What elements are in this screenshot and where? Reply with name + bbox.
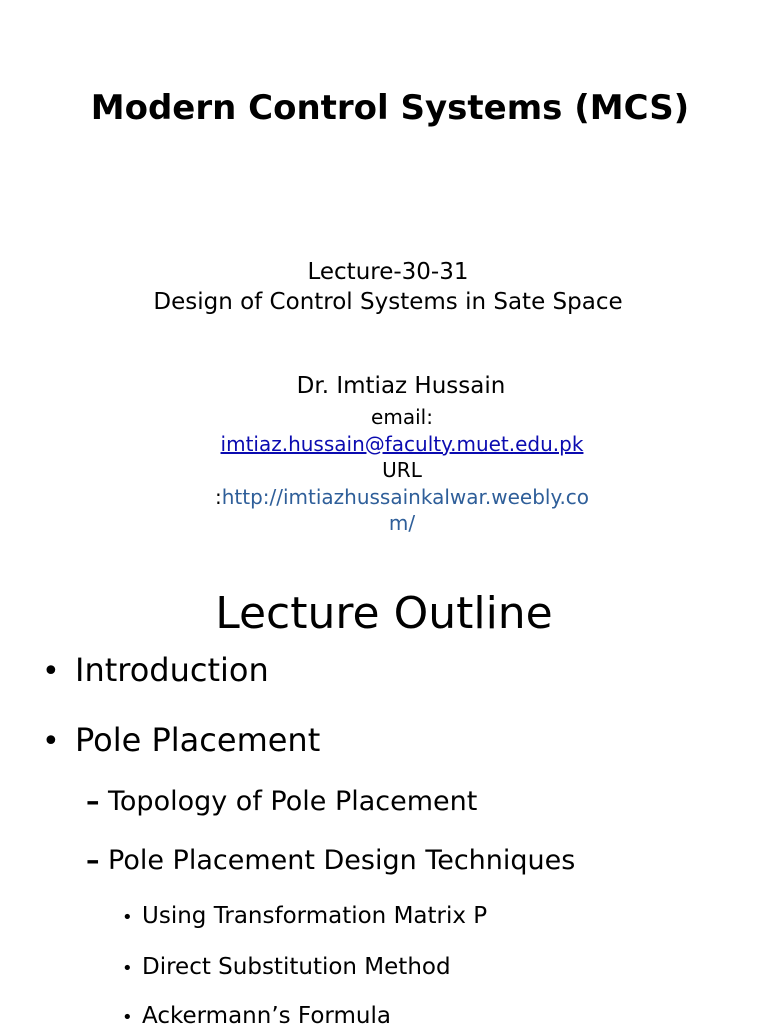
outline-subitem-label: Pole Placement Design Techniques (108, 845, 576, 876)
author-name: Dr. Imtiaz Hussain (296, 373, 506, 399)
url-link-part1[interactable]: http://imtiazhussainkalwar.weebly.co (221, 484, 590, 509)
lecture-number: Lecture-30-31 (307, 259, 469, 285)
outline-subsubitem-label: Ackermann’s Formula (142, 1003, 391, 1024)
bullet-icon: • (122, 1007, 133, 1024)
outline-item (42, 650, 269, 692)
outline-subsubitem-label: Using Transformation Matrix P (142, 903, 488, 929)
outline-title: Lecture Outline (215, 588, 553, 639)
dash-icon: – (86, 845, 100, 876)
bullet-icon: • (42, 724, 60, 759)
url-prefix: : (214, 484, 222, 509)
bullet-icon: • (122, 907, 133, 928)
url-link-part2[interactable]: m/ (388, 511, 416, 535)
bullet-icon: • (42, 654, 60, 689)
outline-item (42, 720, 320, 762)
outline-subsubitem (122, 952, 451, 984)
outline-item-label: Introduction (75, 651, 269, 689)
outline-subitem (86, 785, 477, 819)
url-label: URL (382, 458, 422, 482)
contact-block (190, 404, 614, 537)
url-line (190, 484, 614, 511)
outline-subsubitem (122, 901, 487, 933)
email-label: email: (371, 405, 433, 429)
bullet-icon: • (122, 958, 133, 979)
outline-subitem (86, 844, 575, 878)
outline-subsubitem-label: Direct Substitution Method (142, 954, 451, 980)
outline-subsubitem (122, 1001, 391, 1024)
dash-icon: – (86, 786, 100, 817)
outline-slide (0, 570, 768, 1024)
outline-item-label: Pole Placement (75, 721, 321, 759)
outline-subitem-label: Topology of Pole Placement (108, 786, 478, 817)
email-link[interactable]: imtiaz.hussain@faculty.muet.edu.pk (220, 431, 584, 456)
slide-title: Modern Control Systems (MCS) (90, 88, 690, 128)
lecture-subtitle: Design of Control Systems in Sate Space (153, 289, 623, 315)
